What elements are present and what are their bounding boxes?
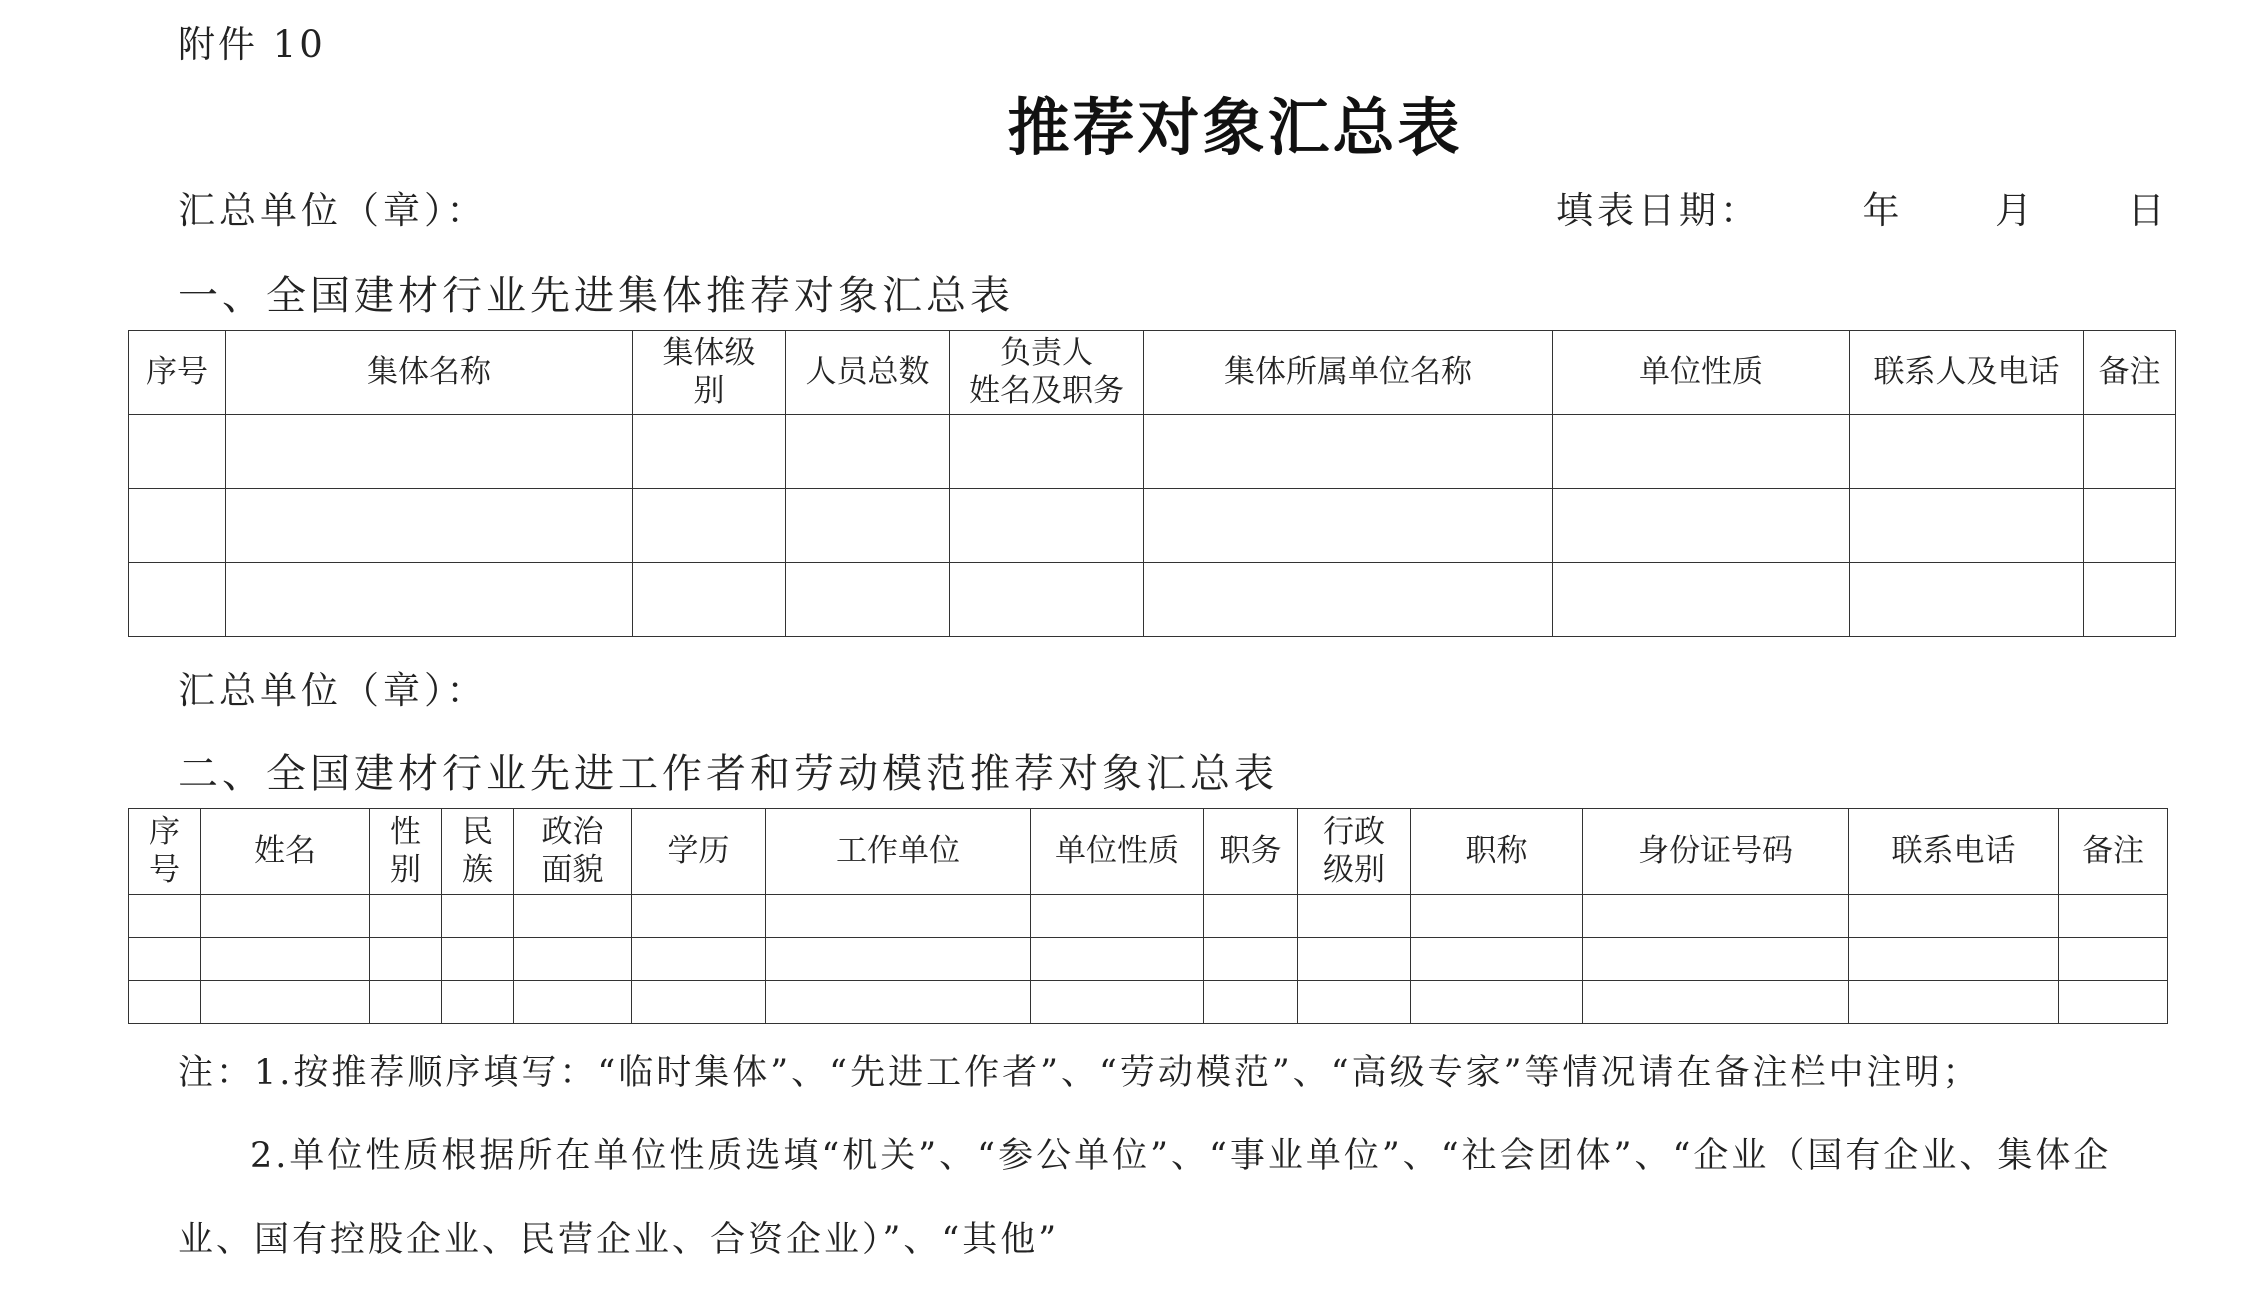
table-cell[interactable] — [514, 938, 632, 981]
note-line-3: 业、国有控股企业、民营企业、合资企业）”、“其他” — [178, 1220, 1060, 1260]
table-cell[interactable] — [201, 981, 370, 1024]
table-cell[interactable] — [1553, 415, 1850, 489]
column-header: 职务 — [1204, 809, 1298, 895]
table-cell[interactable] — [129, 489, 226, 563]
table-cell[interactable] — [633, 489, 786, 563]
table-cell[interactable] — [633, 415, 786, 489]
page-title: 推荐对象汇总表 — [1007, 91, 1463, 164]
table-cell[interactable] — [950, 489, 1144, 563]
table-cell[interactable] — [129, 981, 201, 1024]
table-cell[interactable] — [786, 415, 950, 489]
day-label: 日 — [2127, 189, 2169, 232]
table-cell[interactable] — [632, 938, 766, 981]
table-cell[interactable] — [1850, 489, 2084, 563]
column-header: 集体名称 — [226, 331, 633, 415]
table-cell[interactable] — [1583, 938, 1849, 981]
worker-summary-table — [128, 808, 2168, 1024]
column-header: 负责人 姓名及职务 — [950, 331, 1144, 415]
table-cell[interactable] — [1849, 895, 2059, 938]
fill-date-row — [1556, 180, 2169, 234]
attachment-label: 附件 10 — [178, 23, 326, 66]
table-cell[interactable] — [766, 981, 1031, 1024]
table-cell[interactable] — [1583, 895, 1849, 938]
table-cell[interactable] — [370, 895, 442, 938]
table-cell[interactable] — [370, 981, 442, 1024]
table-cell[interactable] — [226, 563, 633, 637]
table-cell[interactable] — [226, 415, 633, 489]
column-header: 行政 级别 — [1298, 809, 1411, 895]
table-cell[interactable] — [1298, 981, 1411, 1024]
table-cell[interactable] — [2059, 938, 2168, 981]
table-cell[interactable] — [1031, 895, 1204, 938]
fill-date-label: 填表日期： — [1556, 189, 1761, 232]
table-cell[interactable] — [632, 981, 766, 1024]
note-line-2: 2.单位性质根据所在单位性质选填“机关”、“参公单位”、“事业单位”、“社会团体”、“企业（国有企业、集体企 — [250, 1136, 2112, 1176]
table-cell[interactable] — [1144, 415, 1553, 489]
column-header: 政治 面貌 — [514, 809, 632, 895]
table-cell[interactable] — [950, 415, 1144, 489]
table-cell[interactable] — [1204, 981, 1298, 1024]
table-cell[interactable] — [1204, 895, 1298, 938]
column-header: 备注 — [2059, 809, 2168, 895]
note-line-1: 注：1.按推荐顺序填写：“临时集体”、“先进工作者”、“劳动模范”、“高级专家”等情况请在备注栏中注明； — [178, 1053, 1981, 1093]
table-cell[interactable] — [766, 895, 1031, 938]
column-header: 集体级 别 — [633, 331, 786, 415]
table-cell[interactable] — [1850, 415, 2084, 489]
table-cell[interactable] — [1144, 489, 1553, 563]
table-cell[interactable] — [1411, 981, 1583, 1024]
table-cell[interactable] — [1553, 489, 1850, 563]
table-cell[interactable] — [442, 981, 514, 1024]
column-header: 集体所属单位名称 — [1144, 331, 1553, 415]
column-header: 身份证号码 — [1583, 809, 1849, 895]
table-cell[interactable] — [950, 563, 1144, 637]
table-cell[interactable] — [1553, 563, 1850, 637]
table-cell[interactable] — [1583, 981, 1849, 1024]
table-cell[interactable] — [201, 938, 370, 981]
table-cell[interactable] — [129, 895, 201, 938]
table-cell[interactable] — [1411, 895, 1583, 938]
summary-unit-label-2: 汇总单位（章）： — [178, 669, 488, 712]
table-header-row — [129, 809, 2168, 895]
collective-summary-table — [128, 330, 2176, 637]
column-header: 单位性质 — [1031, 809, 1204, 895]
table-cell[interactable] — [632, 895, 766, 938]
table-cell[interactable] — [129, 563, 226, 637]
month-label: 月 — [1995, 189, 2037, 232]
section2-heading: 二、全国建材行业先进工作者和劳动模范推荐对象汇总表 — [178, 751, 1278, 797]
table-row — [129, 981, 2168, 1024]
column-header: 联系电话 — [1849, 809, 2059, 895]
column-header: 单位性质 — [1553, 331, 1850, 415]
table-cell[interactable] — [2059, 981, 2168, 1024]
table-cell[interactable] — [1144, 563, 1553, 637]
column-header: 学历 — [632, 809, 766, 895]
table-cell[interactable] — [2084, 415, 2176, 489]
table-cell[interactable] — [442, 895, 514, 938]
table-cell[interactable] — [129, 938, 201, 981]
table-cell[interactable] — [1411, 938, 1583, 981]
column-header: 序号 — [129, 331, 226, 415]
table-cell[interactable] — [226, 489, 633, 563]
column-header: 工作单位 — [766, 809, 1031, 895]
table-cell[interactable] — [370, 938, 442, 981]
table-cell[interactable] — [1031, 938, 1204, 981]
table-cell[interactable] — [2059, 895, 2168, 938]
table-cell[interactable] — [1849, 938, 2059, 981]
column-header: 性 别 — [370, 809, 442, 895]
summary-unit-label: 汇总单位（章）： — [178, 189, 488, 232]
column-header: 民 族 — [442, 809, 514, 895]
column-header: 姓名 — [201, 809, 370, 895]
table-cell[interactable] — [2084, 563, 2176, 637]
table-row — [129, 895, 2168, 938]
table-cell[interactable] — [129, 415, 226, 489]
table-cell[interactable] — [1850, 563, 2084, 637]
table-cell[interactable] — [514, 981, 632, 1024]
year-label: 年 — [1862, 189, 1904, 232]
table-cell[interactable] — [766, 938, 1031, 981]
table-cell[interactable] — [1298, 938, 1411, 981]
table-row — [129, 938, 2168, 981]
column-header: 人员总数 — [786, 331, 950, 415]
table-cell[interactable] — [514, 895, 632, 938]
table-header-row — [129, 331, 2176, 415]
table-cell[interactable] — [442, 938, 514, 981]
table-cell[interactable] — [201, 895, 370, 938]
table-cell[interactable] — [1031, 981, 1204, 1024]
table-row — [129, 563, 2176, 637]
table-cell[interactable] — [1849, 981, 2059, 1024]
table-cell[interactable] — [1298, 895, 1411, 938]
table-cell[interactable] — [2084, 489, 2176, 563]
table-row — [129, 415, 2176, 489]
table-cell[interactable] — [786, 563, 950, 637]
column-header: 备注 — [2084, 331, 2176, 415]
column-header: 联系人及电话 — [1850, 331, 2084, 415]
table-cell[interactable] — [786, 489, 950, 563]
column-header: 序 号 — [129, 809, 201, 895]
section1-heading: 一、全国建材行业先进集体推荐对象汇总表 — [178, 273, 1014, 319]
table-row — [129, 489, 2176, 563]
table-cell[interactable] — [1204, 938, 1298, 981]
table-cell[interactable] — [633, 563, 786, 637]
column-header: 职称 — [1411, 809, 1583, 895]
